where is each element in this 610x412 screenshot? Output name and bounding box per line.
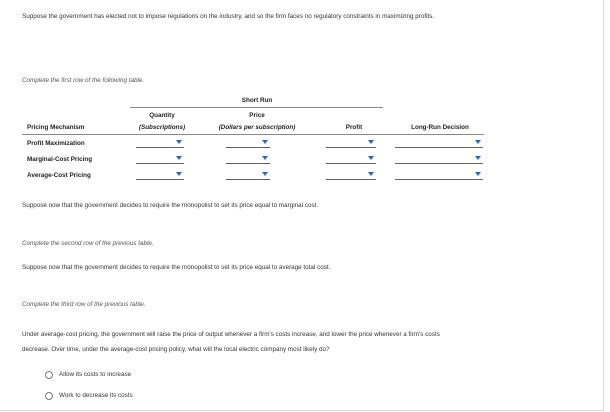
option-label: Allow its costs to increase — [59, 371, 132, 378]
marginal-cost-paragraph: Suppose now that the government decides to require the monopolist to set its price equal to marginal cost. — [22, 202, 319, 209]
long-run-decision-header: Long-Run Decision — [411, 124, 469, 131]
profit-dropdown-row3[interactable] — [326, 168, 376, 180]
chevron-down-icon — [368, 140, 374, 144]
quantity-dropdown-row2[interactable] — [136, 152, 184, 164]
question-line-1: Under average-cost pricing, the government will raise the price of output whenever a firm's costs increase, and lower the price whenever a firm's costs — [22, 331, 440, 338]
chevron-down-icon — [475, 172, 481, 176]
decision-dropdown-row1[interactable] — [395, 136, 483, 148]
profit-dropdown-row2[interactable] — [326, 152, 376, 164]
header-rule — [22, 134, 484, 135]
quantity-header: Quantity — [149, 112, 175, 119]
price-dropdown-row2[interactable] — [226, 152, 270, 164]
chevron-down-icon — [475, 156, 481, 160]
dollars-header: (Dollars per subscription) — [218, 124, 296, 131]
price-dropdown-row1[interactable] — [226, 136, 270, 148]
instruction-second-row: Complete the second row of the previous table. — [22, 240, 154, 247]
radio-button[interactable] — [45, 371, 53, 379]
chevron-down-icon — [262, 140, 268, 144]
chevron-down-icon — [262, 172, 268, 176]
price-dropdown-row3[interactable] — [226, 168, 270, 180]
instruction-third-row: Complete the third row of the previous table. — [22, 301, 146, 308]
row-label-profit-maximization: Profit Maximization — [27, 140, 85, 147]
price-header: Price — [249, 112, 265, 119]
subscriptions-header: (Subscriptions) — [138, 124, 186, 131]
quantity-dropdown-row3[interactable] — [136, 168, 184, 180]
short-run-rule — [130, 107, 383, 108]
chevron-down-icon — [368, 156, 374, 160]
row-label-average-cost-pricing: Average-Cost Pricing — [27, 172, 91, 179]
pricing-mechanism-header: Pricing Mechanism — [27, 124, 85, 131]
chevron-down-icon — [262, 156, 268, 160]
intro-text: Suppose the government has elected not to impose regulations on the industry, and so the firm faces no regulatory constraints in maximizing profits. — [22, 13, 435, 20]
quantity-dropdown-row1[interactable] — [136, 136, 184, 148]
chevron-down-icon — [368, 172, 374, 176]
profit-header: Profit — [345, 124, 363, 131]
average-cost-paragraph: Suppose now that the government decides to require the monopolist to set its price equal to average total cost. — [22, 264, 331, 271]
decision-dropdown-row2[interactable] — [395, 152, 483, 164]
chevron-down-icon — [176, 172, 182, 176]
chevron-down-icon — [176, 140, 182, 144]
chevron-down-icon — [176, 156, 182, 160]
row-label-marginal-cost-pricing: Marginal-Cost Pricing — [27, 156, 93, 163]
option-label: Work to decrease its costs — [59, 392, 133, 399]
decision-dropdown-row3[interactable] — [395, 168, 483, 180]
question-line-2: decrease. Over time, under the average-cost pricing policy, what will the local electric company most likely do? — [22, 346, 330, 353]
radio-button[interactable] — [45, 392, 53, 400]
short-run-header: Short Run — [241, 97, 273, 104]
profit-dropdown-row1[interactable] — [326, 136, 376, 148]
instruction-first-row: Complete the first row of the following table. — [22, 77, 145, 84]
chevron-down-icon — [475, 140, 481, 144]
